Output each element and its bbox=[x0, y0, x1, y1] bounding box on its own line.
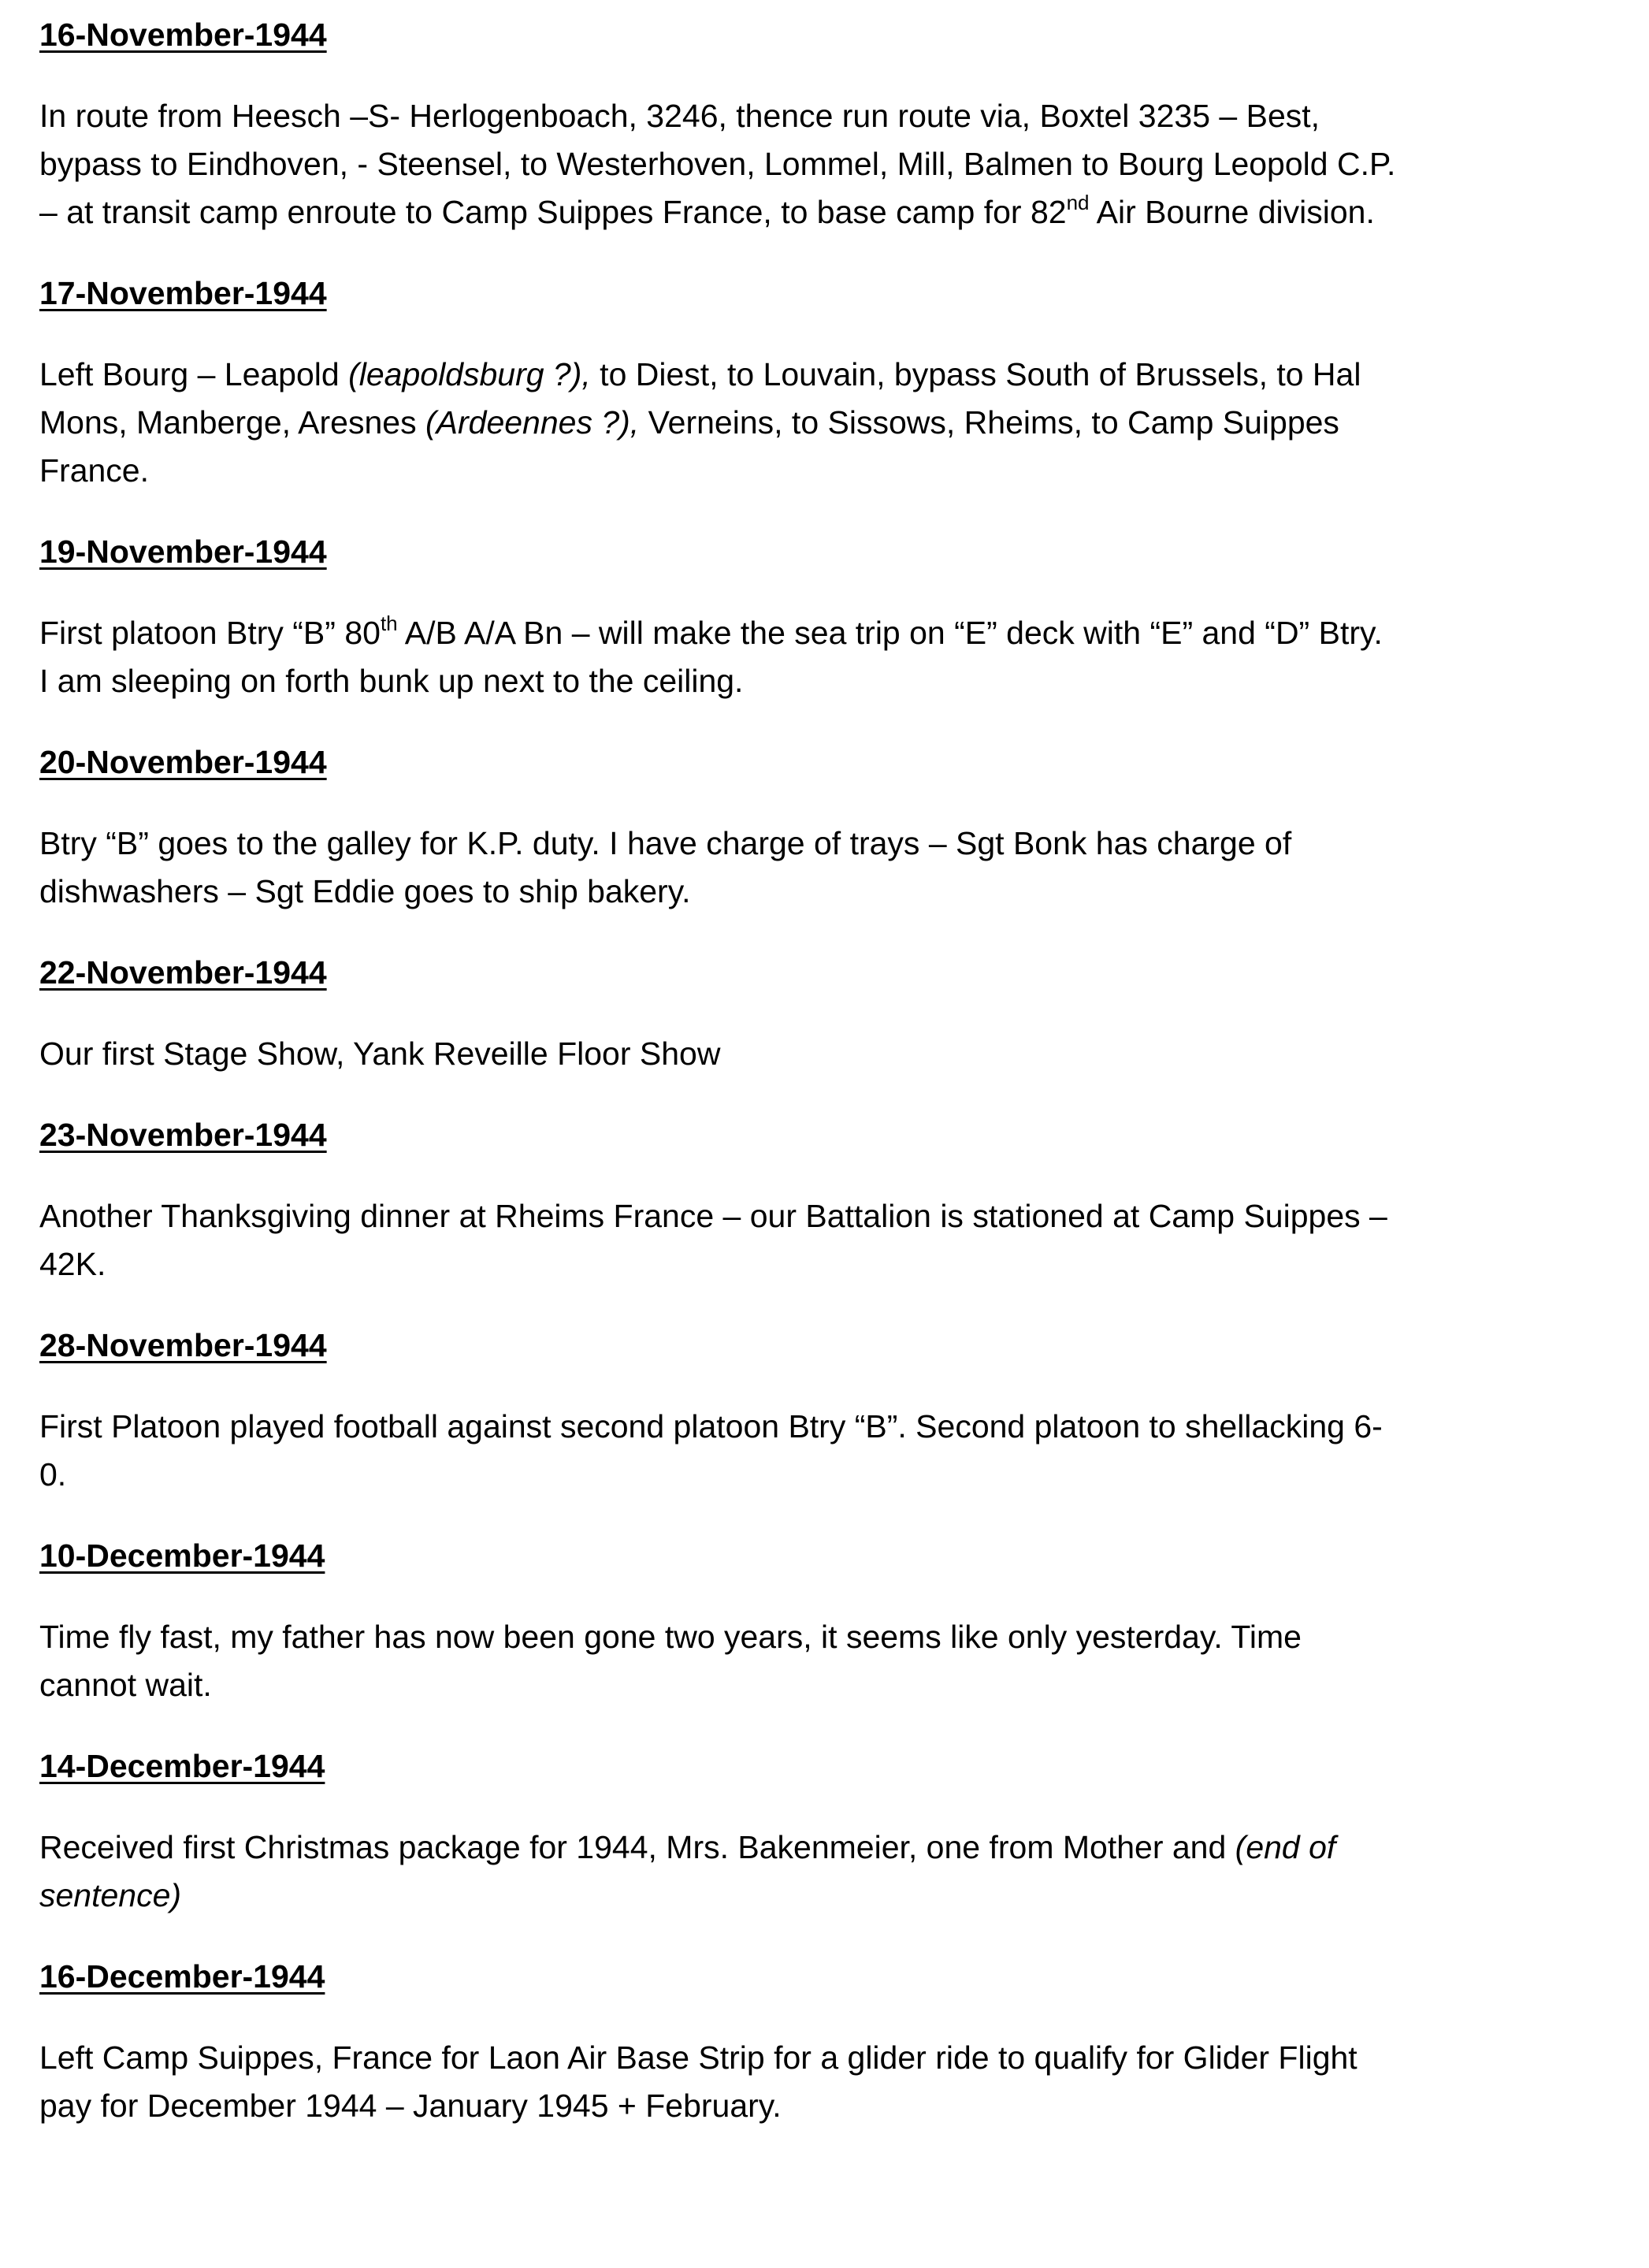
text-line bbox=[39, 1619, 1302, 1655]
entry-text bbox=[39, 1824, 1607, 1920]
diary-entry bbox=[39, 738, 1607, 916]
diary-entry bbox=[39, 528, 1607, 705]
text-line bbox=[39, 452, 149, 489]
entry-date-heading: 28-November-1944 bbox=[39, 1327, 327, 1363]
text-line bbox=[39, 404, 1339, 441]
ordinal-suffix: nd bbox=[1066, 191, 1090, 215]
text-line bbox=[39, 825, 1291, 861]
diary-entry bbox=[39, 1322, 1607, 1499]
entry-date-heading: 17-November-1944 bbox=[39, 275, 327, 311]
text-segment: Another Thanksgiving dinner at Rheims France – our Battalion is stationed at Camp Suippes – bbox=[39, 1198, 1387, 1234]
text-segment: Verneins, to Sissows, Rheims, to Camp Suippes bbox=[639, 404, 1339, 441]
text-line bbox=[39, 612, 1383, 651]
text-segment: I am sleeping on forth bunk up next to the ceiling. bbox=[39, 663, 744, 699]
text-segment: Left Bourg – Leapold bbox=[39, 356, 349, 392]
text-segment: Left Camp Suippes, France for Laon Air Base Strip for a glider ride to qualify for Glider Flight bbox=[39, 2039, 1357, 2076]
text-line bbox=[39, 146, 1395, 182]
entry-text bbox=[39, 609, 1607, 705]
text-line bbox=[39, 356, 1361, 392]
text-line bbox=[39, 1198, 1387, 1234]
text-line bbox=[39, 98, 1320, 134]
entry-text bbox=[39, 820, 1607, 916]
text-line bbox=[39, 2039, 1357, 2076]
diary-entry bbox=[39, 1532, 1607, 1709]
text-segment: bypass to Eindhoven, - Steensel, to Westerhoven, Lommel, Mill, Balmen to Bourg Leopold C.P. bbox=[39, 146, 1396, 182]
diary-entry bbox=[39, 1742, 1607, 1920]
text-segment: to Diest, to Louvain, bypass South of Brussels, to Hal bbox=[590, 356, 1361, 392]
text-line bbox=[39, 2088, 782, 2124]
italic-annotation: (leapoldsburg ?), bbox=[348, 356, 591, 392]
entry-date-heading: 19-November-1944 bbox=[39, 534, 327, 570]
text-segment: France. bbox=[39, 452, 149, 489]
entry-text bbox=[39, 1192, 1607, 1288]
text-line bbox=[39, 1456, 66, 1493]
entry-text bbox=[39, 1030, 1607, 1078]
text-segment: 0. bbox=[39, 1456, 67, 1493]
text-segment: cannot wait. bbox=[39, 1667, 212, 1703]
text-line bbox=[39, 1246, 106, 1282]
text-segment: In route from Heesch –S- Herlogenboach, 3246, thence run route via, Boxtel 3235 – Best, bbox=[39, 98, 1320, 134]
ordinal-suffix: th bbox=[380, 612, 398, 636]
diary-page bbox=[39, 11, 1607, 2163]
entry-date-heading: 23-November-1944 bbox=[39, 1117, 327, 1153]
text-line bbox=[39, 873, 691, 909]
text-segment: Our first Stage Show, Yank Reveille Floor Show bbox=[39, 1035, 721, 1072]
italic-annotation: (end of bbox=[1235, 1829, 1336, 1865]
text-segment: pay for December 1944 – January 1945 + February. bbox=[39, 2088, 782, 2124]
diary-entry bbox=[39, 1111, 1607, 1288]
diary-entry bbox=[39, 270, 1607, 495]
text-segment: dishwashers – Sgt Eddie goes to ship bakery. bbox=[39, 873, 691, 909]
text-segment: First Platoon played football against second platoon Btry “B”. Second platoon to shellacking 6- bbox=[39, 1408, 1383, 1444]
text-segment: Mons, Manberge, Aresnes bbox=[39, 404, 425, 441]
entry-date-heading: 10-December-1944 bbox=[39, 1537, 325, 1574]
text-line bbox=[39, 1877, 181, 1913]
entry-text bbox=[39, 2034, 1607, 2130]
text-segment: – at transit camp enroute to Camp Suippes France, to base camp for 82 bbox=[39, 194, 1067, 230]
entry-date-heading: 16-November-1944 bbox=[39, 17, 327, 53]
text-segment: Air Bourne division. bbox=[1089, 194, 1375, 230]
text-line bbox=[39, 663, 743, 699]
text-segment: 42K. bbox=[39, 1246, 106, 1282]
text-segment: A/B A/A Bn – will make the sea trip on “E” deck with “E” and “D” Btry. bbox=[397, 615, 1383, 651]
text-line bbox=[39, 1667, 212, 1703]
entry-date-heading: 16-December-1944 bbox=[39, 1958, 325, 1995]
entry-date-heading: 14-December-1944 bbox=[39, 1748, 325, 1784]
text-line bbox=[39, 1035, 720, 1072]
entry-date-heading: 20-November-1944 bbox=[39, 744, 327, 780]
diary-entry bbox=[39, 1953, 1607, 2130]
diary-entry bbox=[39, 11, 1607, 236]
italic-annotation: (Ardeennes ?), bbox=[425, 404, 640, 441]
italic-annotation: sentence) bbox=[39, 1877, 182, 1913]
entry-date-heading: 22-November-1944 bbox=[39, 954, 327, 991]
entry-text bbox=[39, 351, 1607, 495]
text-segment: Received first Christmas package for 1944, Mrs. Bakenmeier, one from Mother and bbox=[39, 1829, 1235, 1865]
entry-text bbox=[39, 92, 1607, 236]
diary-entry bbox=[39, 949, 1607, 1078]
text-segment: Time fly fast, my father has now been gone two years, it seems like only yesterday. Time bbox=[39, 1619, 1302, 1655]
text-line bbox=[39, 1408, 1383, 1444]
text-segment: First platoon Btry “B” 80 bbox=[39, 615, 381, 651]
text-line bbox=[39, 1829, 1335, 1865]
entry-text bbox=[39, 1403, 1607, 1499]
text-line bbox=[39, 191, 1375, 230]
entry-text bbox=[39, 1613, 1607, 1709]
text-segment: Btry “B” goes to the galley for K.P. duty. I have charge of trays – Sgt Bonk has charge of bbox=[39, 825, 1292, 861]
